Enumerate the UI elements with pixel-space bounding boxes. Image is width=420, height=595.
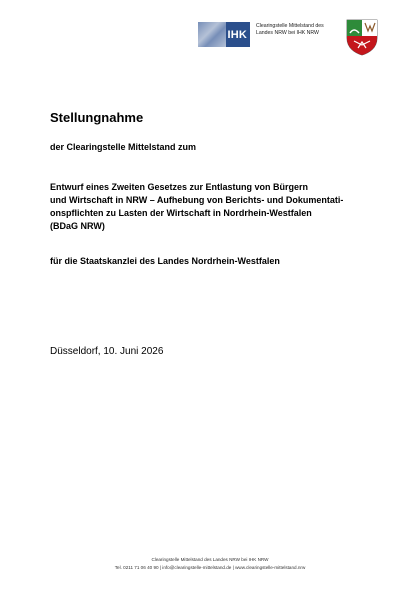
document-date: Düsseldorf, 10. Juni 2026	[50, 346, 164, 357]
document-title: Stellungnahme	[50, 110, 144, 125]
ihk-logo	[198, 22, 250, 47]
nrw-crest-icon	[344, 18, 380, 56]
clearingstelle-label	[256, 23, 342, 36]
page-footer	[0, 556, 420, 572]
ihk-emblem-icon	[198, 22, 226, 47]
document-subtitle: der Clearingstelle Mittelstand zum	[50, 142, 197, 152]
subject-line: Entwurf eines Zweiten Gesetzes zur Entlastung von Bürgern	[50, 182, 309, 192]
subject-line: (BDaG NRW)	[50, 221, 105, 231]
subject-line: onspflichten zu Lasten der Wirtschaft in Nordrhein-Westfalen	[50, 208, 312, 218]
footer-line1: Clearingstelle Mittelstand des Landes NRW bei IHK NRW	[151, 557, 269, 562]
ihk-logo-text: IHK	[227, 28, 247, 41]
subject-line: und Wirtschaft in NRW – Aufhebung von Berichts- und Dokumentati-	[50, 195, 344, 205]
document-subject	[50, 181, 390, 233]
document-recipient: für die Staatskanzlei des Landes Nordrhein-Westfalen	[50, 256, 280, 266]
footer-line2: Tel. 0211 71 06 40 90 | info@clearingstelle-mittelstand.de | www.clearingstelle-mittelstand.nrw	[114, 565, 306, 570]
clearing-label-line2: Landes NRW bei IHK NRW	[256, 29, 319, 36]
clearing-label-line1: Clearingstelle Mittelstand des	[256, 23, 324, 29]
